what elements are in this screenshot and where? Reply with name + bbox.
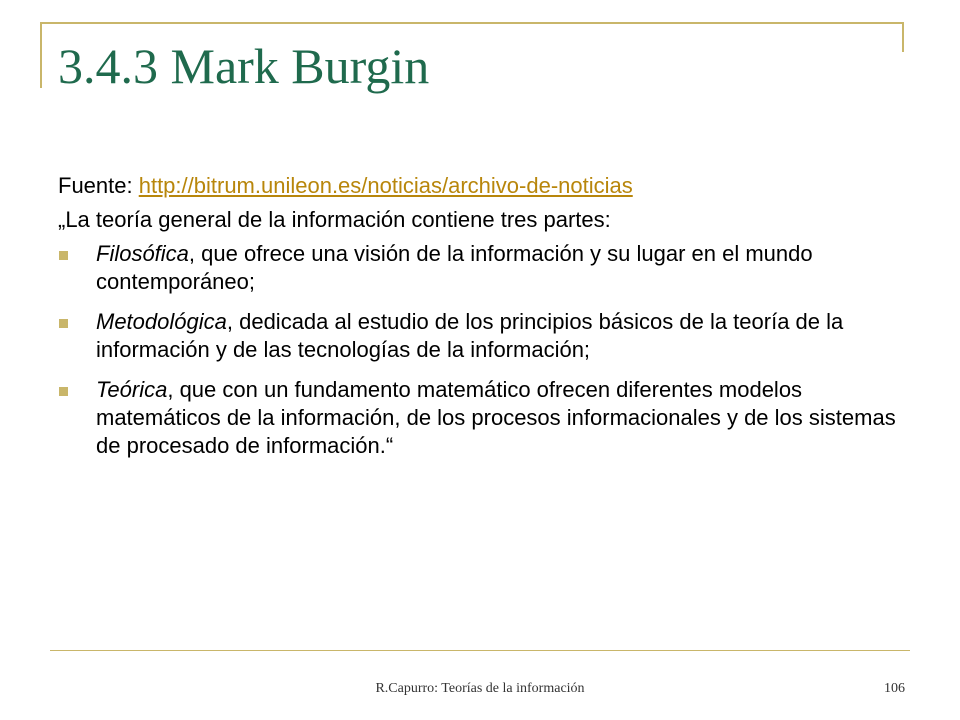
bullet-item-filosofica [58,240,908,296]
slide-frame-left [40,22,42,88]
bullet-text: , que ofrece una visión de la información y su lugar en el mundo contemporáneo; [96,241,813,294]
intro-text: „La teoría general de la información contiene tres partes: [58,207,611,232]
bullet-text: , dedicada al estudio de los principios básicos de la teoría de la información y de las tecnologías de la información; [96,309,844,362]
page-number: 106 [884,681,905,696]
bullet-item-metodologica [58,308,908,364]
footer-divider [50,650,910,651]
square-bullet-icon [59,251,68,260]
square-bullet-icon [59,387,68,396]
bullet-term: Teórica [96,377,168,402]
source-line [58,172,908,200]
bullet-term: Metodológica [96,309,227,334]
source-link[interactable]: http://bitrum.unileon.es/noticias/archivo-de-noticias [138,173,633,198]
footer-author: R.Capurro: Teorías de la información [375,681,585,696]
bullet-text: , que con un fundamento matemático ofrecen diferentes modelos matemáticos de la información, de los procesos informacionales y de los sistemas de procesado de información.“ [96,377,896,458]
square-bullet-icon [59,319,68,328]
bullet-term: Filosófica [96,241,189,266]
bullet-item-teorica [58,376,908,460]
source-label: Fuente: [58,173,139,198]
slide-frame-right [902,22,904,52]
slide-body [58,172,908,472]
slide-title: 3.4.3 Mark Burgin [58,38,430,94]
bullet-list [58,240,908,460]
slide-frame-top [40,22,904,24]
